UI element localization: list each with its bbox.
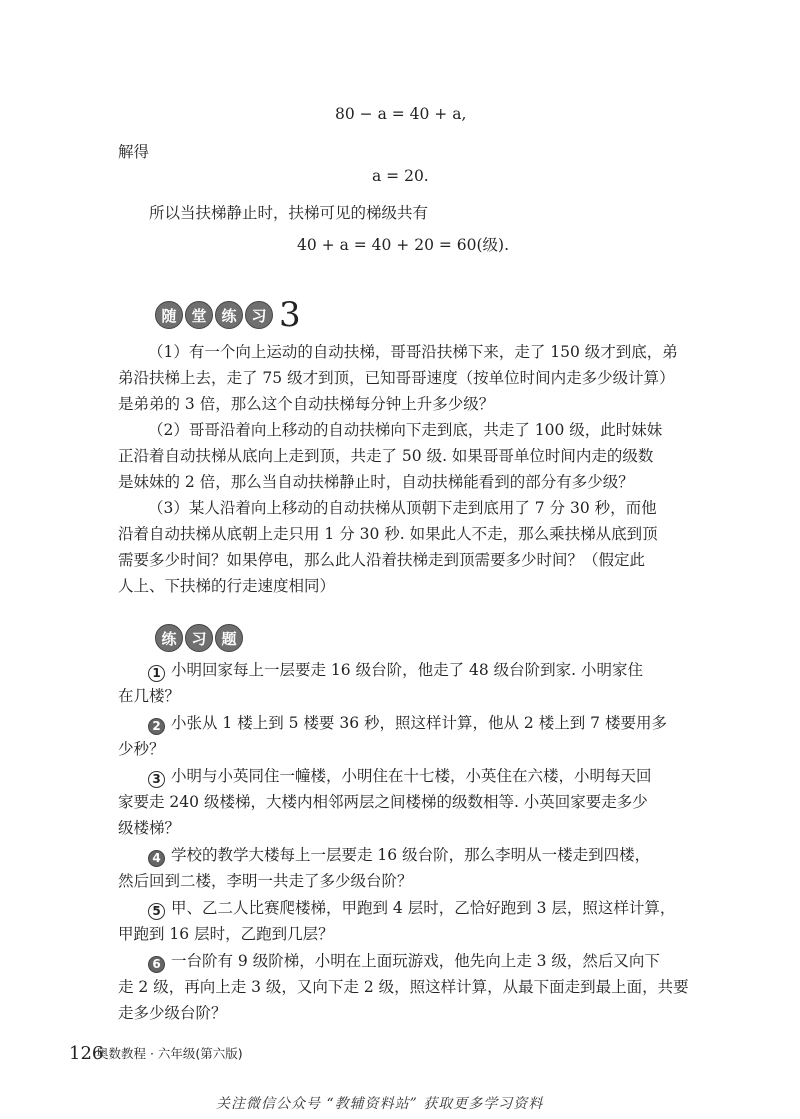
exercise-item [148, 898, 675, 920]
exercise-text: 走 2 级，再向上走 3 级，又向下走 2 级，照这样计算，从最下面走到最上面，共要 [118, 978, 689, 996]
exercise-text: 学校的教学大楼每上一层要走 16 级台阶，那么李明从一楼走到四楼， [171, 846, 651, 864]
header-char: 习 [185, 624, 213, 652]
header-char: 练 [155, 624, 183, 652]
exercise-text: 少秒？ [118, 740, 165, 758]
exercise-number-badge: 6 [148, 956, 165, 973]
exercise-text: 小明回家每上一层要走 16 级台阶，他走了 48 级台阶到家. 小明家住 [171, 661, 644, 679]
practice-line: 需要多少时间？如果停电，那么此人沿着扶梯走到顶需要多少时间？（假定此 [118, 551, 646, 569]
exercise-number-badge: 5 [148, 903, 165, 920]
exercise-number-badge: 2 [148, 718, 165, 735]
exercise-text: 小张从 1 楼上到 5 楼要 36 秒，照这样计算，他从 2 楼上到 7 楼要用多 [171, 714, 667, 732]
exercise-text: 小明与小英同住一幢楼，小明住在十七楼，小英住在六楼，小明每天回 [171, 767, 652, 785]
practice-line: 沿着自动扶梯从底朝上走只用 1 分 30 秒. 如果此人不走，那么乘扶梯从底到顶 [118, 525, 658, 543]
header-char: 练 [215, 301, 243, 329]
equation-2: a = 20. [372, 167, 429, 185]
practice-line: （3）某人沿着向上移动的自动扶梯从顶朝下走到底用了 7 分 30 秒，而他 [148, 499, 657, 517]
exercise-item [148, 713, 667, 735]
exercise-text: 一台阶有 9 级阶梯，小明在上面玩游戏，他先向上走 3 级，然后又向下 [171, 952, 660, 970]
exercise-text: 走多少级台阶？ [118, 1004, 227, 1022]
exercise-item [148, 845, 650, 867]
practice-line: 是妹妹的 2 倍，那么当自动扶梯静止时，自动扶梯能看到的部分有多少级？ [118, 473, 634, 491]
header-char: 堂 [185, 301, 213, 329]
book-title: 奥数教程 · 六年级(第六版) [96, 1046, 243, 1061]
exercise-item [148, 660, 643, 682]
exercise-number-badge: 1 [148, 665, 165, 682]
practice-line: 正沿着自动扶梯从底向上走到顶，共走了 50 级. 如果哥哥单位时间内走的级数 [118, 447, 654, 465]
practice-line: 弟沿扶梯上去，走了 75 级才到顶，已知哥哥速度（按单位时间内走多少级计算） [118, 369, 675, 387]
exercise-text: 然后回到二楼，李明一共走了多少级台阶？ [118, 872, 413, 890]
practice-section-header [155, 295, 301, 335]
exercise-text: 级楼梯？ [118, 819, 181, 837]
exercise-text: 在几楼？ [118, 687, 181, 705]
exercise-item [148, 951, 660, 973]
practice-line: 是弟弟的 3 倍，那么这个自动扶梯每分钟上升多少级？ [118, 395, 495, 413]
practice-line: （1）有一个向上运动的自动扶梯，哥哥沿扶梯下来，走了 150 级才到底，弟 [148, 343, 678, 361]
equation-3: 40 + a = 40 + 20 = 60(级). [297, 236, 510, 254]
header-char: 习 [245, 301, 273, 329]
conclusion-text: 所以当扶梯静止时，扶梯可见的梯级共有 [149, 204, 429, 222]
exercise-text: 甲跑到 16 层时，乙跑到几层？ [118, 925, 334, 943]
watermark-text: 关注微信公众号 “教辅资料站” 获取更多学习资料 [216, 1096, 544, 1112]
exercise-text: 甲、乙二人比赛爬楼梯，甲跑到 4 层时，乙恰好跑到 3 层，照这样计算， [171, 899, 676, 917]
exercise-section-header [155, 624, 243, 652]
header-char: 随 [155, 301, 183, 329]
header-number: 3 [279, 295, 301, 335]
exercise-number-badge: 3 [148, 771, 165, 788]
practice-line: 人上、下扶梯的行走速度相同） [118, 577, 336, 595]
exercise-text: 家要走 240 级楼梯，大楼内相邻两层之间楼梯的级数相等. 小英回家要走多少 [118, 793, 648, 811]
exercise-item [148, 766, 652, 788]
equation-1: 80 − a = 40 + a, [335, 105, 467, 123]
exercise-number-badge: 4 [148, 850, 165, 867]
solve-label: 解得 [118, 143, 150, 161]
header-char: 题 [215, 624, 243, 652]
page-number: 126 [69, 1043, 104, 1064]
practice-line: （2）哥哥沿着向上移动的自动扶梯向下走到底，共走了 100 级，此时妹妹 [148, 421, 663, 439]
